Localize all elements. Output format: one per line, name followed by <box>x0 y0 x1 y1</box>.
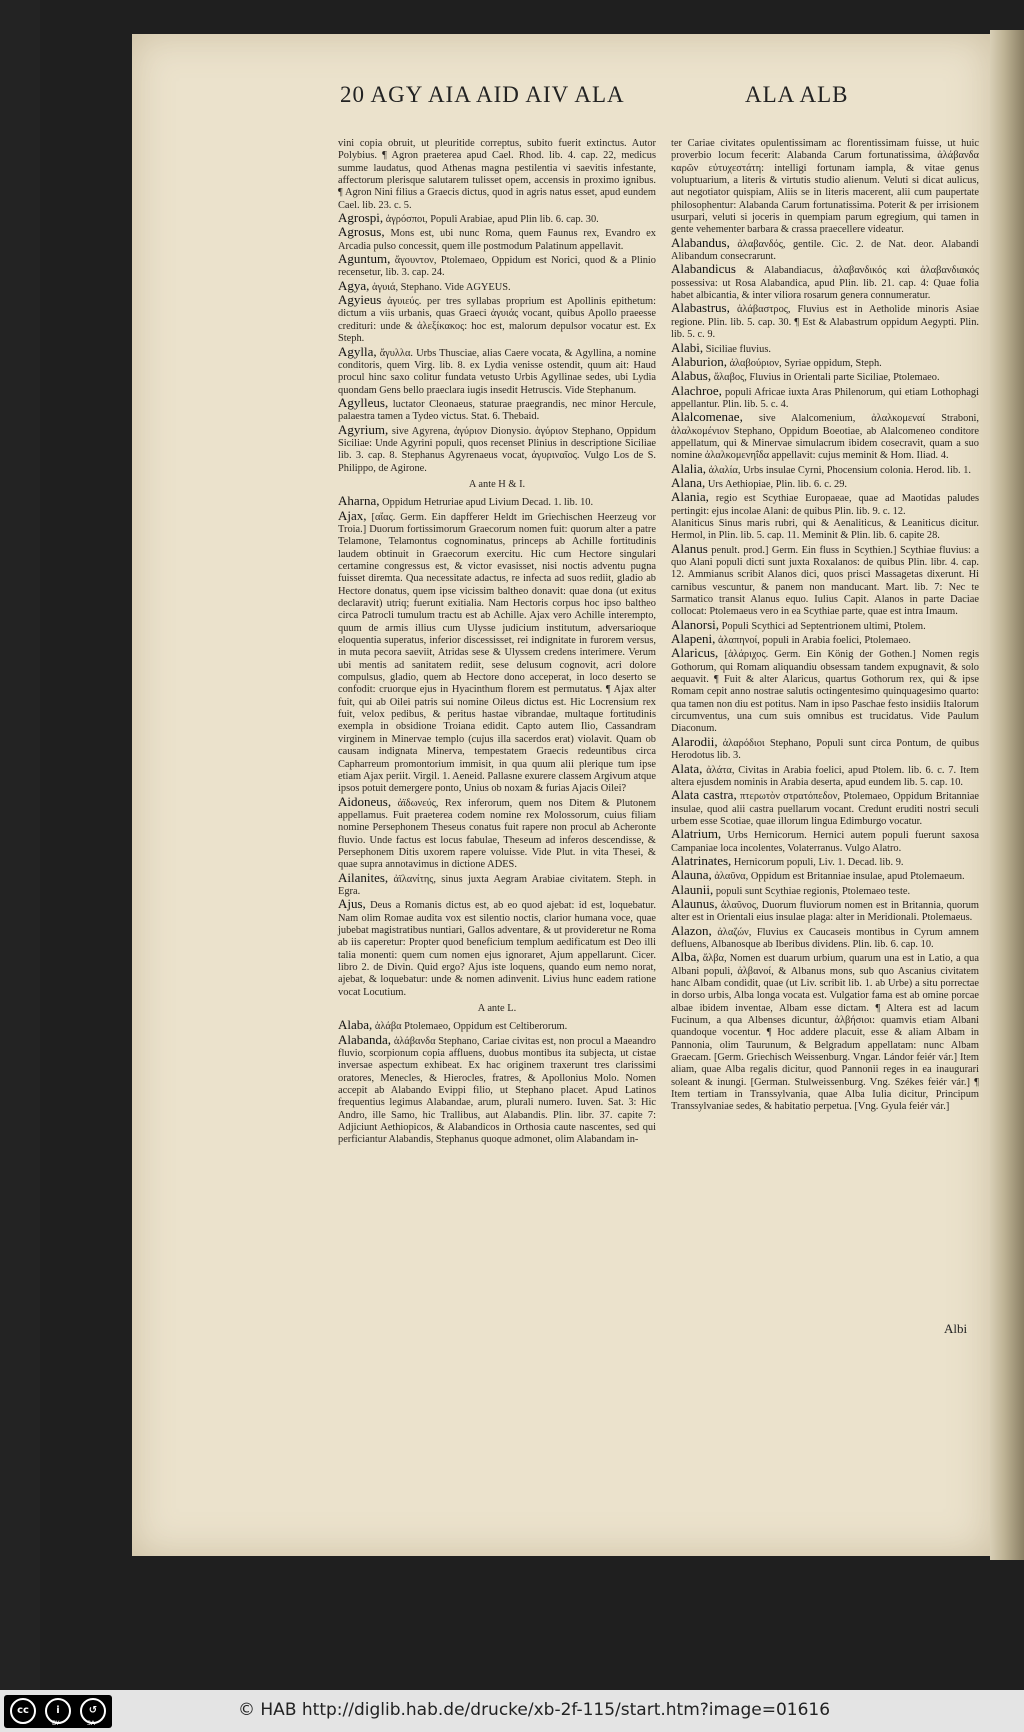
dictionary-entry <box>671 951 979 1113</box>
entry-text: ἀλαζών, Fluvius ex Caucaseis montibus in Cyrum amnem defluens, Albanosque ab Iberibus dividens. Plin. lib. 6. cap. 10. <box>671 926 979 950</box>
next-page-edge <box>990 30 1024 1560</box>
dictionary-entry <box>338 869 656 899</box>
entry-text: ἀλαβούριον, Syriae oppidum, Steph. <box>729 357 882 369</box>
headword: Alalcomenae, <box>671 409 743 425</box>
cc-icon: cc <box>10 1698 36 1724</box>
running-head-left: 20 AGY AIA AID AIV ALA <box>340 82 625 107</box>
headword: Alabanda, <box>338 1031 392 1047</box>
dictionary-entry <box>338 294 656 345</box>
headword: Alabi, <box>671 339 704 355</box>
entry-text: ἄγουντον, Ptolemaeo, Oppidum est Norici, quod & a Plinio recensetur, lib. 3. cap. 24. <box>338 255 656 279</box>
entry-text: ἀγυιά, Stephano. Vide AGYEUS. <box>372 281 511 293</box>
headword: Alaricus, <box>671 645 719 661</box>
dictionary-entry <box>671 234 979 264</box>
dictionary-entry <box>338 495 656 509</box>
entry-text: ἀϊλανίτης, sinus juxta Aegram Arabiae civitatem. Steph. in Egra. <box>338 873 656 897</box>
entry-text: Oppidum Hetruriae apud Livium Decad. 1. lib. 10. <box>382 497 594 509</box>
dictionary-entry <box>338 507 656 796</box>
entry-text: vini copia obruit, ut pleuritide correptus, subito fuerit extinctus. Autor Polybius. ¶ Agron praeterea apud Cael. Rhod. lib. 4. cap. 22, medicus summe laudatus, quod Athenas magna pestilentia vi saevitis infestante, affectorum plerisque salutarem tulisset opem, accensis in proximo ignibus. ¶ Agron Nini filius a Graecis dictus, quod in agris natus esset, apud eundem Cael. lib. 23. c. 5. <box>338 138 656 211</box>
dictionary-entry <box>338 226 656 253</box>
entry-text: sive Agyrena, ἀγύριον Dionysio. ἀγύριον Stephano, Oppidum Siciliae: Unde Agyrini populi, quos recenset Plinius in descriptione Siciliae lib. 3. cap. 8. Stephanus Agyrenaeus vocat, ἀγυριναῖος. Vulgo Los de S. Philippo, de Agirone. <box>338 425 656 474</box>
sa-label: SA <box>87 1720 96 1727</box>
entry-text: regio est Scythiae Europaeae, quae ad Maotidas paludes pertingit: ejus incolae Alani: de quibus Plin. lib. 9. c. 12. <box>671 493 980 517</box>
dictionary-entry <box>338 793 656 872</box>
dictionary-entry <box>338 1031 656 1147</box>
dictionary-entry <box>671 647 979 735</box>
headword: Alauna, <box>671 867 712 883</box>
headword: Agya, <box>338 277 370 293</box>
entry-text: ἀλάβα Ptolemaeo, Oppidum est Celtiberorum. <box>374 1021 568 1033</box>
entry-text: ἀϊδωνεύς, Rex inferorum, quem nos Ditem & Plutonem appellamus. Fuit praeterea codem nomine rex Molossorum, cuius filiam nomine Persephonem Theseus conatus fuit rapere non procul ab Acheronte fluvio. Unde factus est locus fabulae, Theseum ad inferos descendisse, & Persephonem Ditis uxorem rapere voluisse. Vide Plut. in vita Thesei, & quae supra annotavimus in dictione ADES. <box>338 797 656 871</box>
entry-text: Hernicorum populi, Liv. 1. Decad. lib. 9. <box>733 856 904 868</box>
cc-license-badge[interactable] <box>4 1695 112 1728</box>
dictionary-entry <box>671 869 979 883</box>
entry-text: ἄλαβος, Fluvius in Orientali parte Siciliae, Ptolemaeo. <box>713 372 940 384</box>
entry-text: sive Alalcomenium, ἀλαλκομεναί Straboni, ἀλαλκομένιον Stephano, Oppidum Boeotiae, ab Alalcomeneo conditore appellatum, qui & Minervae simulacrum ibidem cosecravit, quam a suo nomine ἀλαλκομενηΐδα appellavit: cujus meminit & Hom. Iliad. 4. <box>671 413 979 462</box>
dictionary-entry <box>671 852 979 869</box>
dictionary-entry <box>671 460 979 477</box>
catchword: Albi <box>944 1321 968 1336</box>
entry-text: ἀλάτα, Civitas in Arabia foelici, apud Ptolem. lib. 6. c. 7. Item altera ejusdem nominis in Arabia deserta, apud eundem lib. 5. cap. 10. <box>671 764 979 788</box>
entry-text: & Alabandiacus, ἀλαβανδικός καὶ ἀλαβανδιακός possessiva: ut Rosa Alabandica, apud Plin. lib. 21. cap. 4: Quae folia habet albicantia, & inter viliora rosarum genera connumeratur. <box>671 265 979 302</box>
dictionary-entry <box>671 828 979 855</box>
dictionary-entry <box>671 760 979 790</box>
footer-bar <box>0 1690 1024 1732</box>
by-label: BY <box>52 1720 60 1727</box>
entry-text: Urs Aethiopiae, Plin. lib. 6. c. 29. <box>707 478 848 490</box>
entry-text: ἀλαβανδός, gentile. Cic. 2. de Nat. deor. Alabandi Alibandum consecrarunt. <box>671 238 979 263</box>
dictionary-entry <box>671 138 979 237</box>
dictionary-entry <box>338 277 656 294</box>
dictionary-entry <box>671 789 979 828</box>
dictionary-entry <box>338 421 656 475</box>
dictionary-entry <box>338 394 656 424</box>
entry-text: ἀλαῦνος, Duorum fluviorum nomen est in Britannia, quorum alter est in Orientali eius insulae plaga: alter in Meridionali. Ptolemaeus. <box>671 899 979 924</box>
entry-text: populi sunt Scythiae regionis, Ptolemaeo teste. <box>715 885 911 897</box>
headword: Alanus <box>671 540 708 556</box>
dictionary-entry <box>671 922 979 952</box>
headword: Aidoneus, <box>338 793 392 809</box>
headword: Ajus, <box>338 896 366 912</box>
headword: Agylleus, <box>338 394 389 410</box>
entry-text: ἀγυιεύς. per tres syllabas proprium est Apollinis epithetum: dictum a viis urbanis, quas Graeci ἀγυιάς vocant, quibus Apollo praeesse credituri: unde & ἀλεξίκακος: hoc est, malorum depulsor vocatur est. Ex Steph. <box>338 296 656 345</box>
headword: Alba, <box>671 949 700 965</box>
dictionary-entry <box>671 616 979 633</box>
entry-text: penult. prod.] Germ. Ein fluss in Scythien.] Scythiae fluvius: a quo Alani populi dicti sunt juxta Roxalanos: de quibus Plin. libr. 4. cap. 12. Ammianus scribit Alanos dici, quos prisci Massagetas dixerunt. Hi carnibus vescuntur, & panem non manducant. Mart. lib. 7: Nec te Sarmatico transit Alanus equo. Iulius Capit. Alanos in parte Daciae collocat: Ptolemaeus vero in ea Scythiae parte, quae est intra Imaum. <box>671 544 979 618</box>
dictionary-entry <box>671 411 979 462</box>
headword: Ajax, <box>338 507 367 523</box>
dictionary-entry <box>671 518 979 543</box>
headword: Alaunii, <box>671 881 714 897</box>
dictionary-entry <box>671 474 979 491</box>
dictionary-entry <box>338 138 656 212</box>
running-head-right: ALA ALB <box>745 82 849 107</box>
headword: Alatrinates, <box>671 852 732 868</box>
entry-text: Mons est, ubi nunc Roma, quem Faunus rex, Evandro ex Arcadia pulso concessit, quem ille postmodum Palatinum appellavit. <box>338 228 656 252</box>
section-heading: A ante L. <box>477 1003 517 1015</box>
headword: Alabastrus, <box>671 300 730 316</box>
headword: Alabus, <box>671 368 712 384</box>
scan-background <box>0 0 40 1690</box>
share-alike-icon: ↺ <box>80 1698 106 1724</box>
dictionary-entry <box>671 540 979 619</box>
credit-text: © HAB http://diglib.hab.de/drucke/xb-2f-115/start.htm?image=01616 <box>238 1700 831 1720</box>
dictionary-entry <box>338 212 656 226</box>
entry-text: Deus a Romanis dictus est, ab eo quod ajebat: id est, loquebatur. Nam olim Romae audita vox est silentio noctis, clarior humana voce, quae jubebat magistratibus nuntiari, Gallos adventare, & ut provideretur ne Roma ab iis caperetur: Propter quod beneficium templum aedificatum est Deo illi talia monenti: quem cum nomen ejus ignoraret, Ajum appellarunt. Cicer. libro 2. de Divin. Quid ergo? Ajus iste loquens, quando eum nemo norat, ajebat, & loquebatur: unde & nomen adinvenit. Livius hunc eadem ratione vocat Locutium. <box>338 900 656 998</box>
entry-text: Urbs Hernicorum. Hernici autem populi fuerunt saxosa Campaniae loca incolentes, Volaterranus. Vulgo Alatro. <box>671 830 979 854</box>
headword: Alatrium, <box>671 826 722 842</box>
headword: Aharna, <box>338 493 380 509</box>
headword: Agrosus, <box>338 224 385 240</box>
headword: Alalia, <box>671 460 707 476</box>
headword: Alabandus, <box>671 234 730 250</box>
headword: Alanorsi, <box>671 616 720 632</box>
dictionary-entry <box>671 263 979 302</box>
headword: Alapeni, <box>671 631 716 647</box>
dictionary-entry <box>671 302 979 341</box>
headword: Alarodii, <box>671 733 718 749</box>
attribution-icon: i <box>45 1698 71 1724</box>
headword: Ailanites, <box>338 869 389 885</box>
dictionary-entry <box>671 733 979 763</box>
dictionary-entry <box>671 895 979 925</box>
headword: Agylla, <box>338 343 377 359</box>
dictionary-entry <box>671 353 979 370</box>
headword: Alania, <box>671 489 709 505</box>
entry-text: [αἴας. Germ. Ein dapfferer Heldt im Griechischen Heerzeug vor Troia.] Duorum fortissimorum Graecorum nomen fuit: quorum alter a patre Telamone, Telamontus cognominatus, princeps ab Achille fortitudinis laudem obtinuit in Graecorum exercitu. Hic cum Hectore singulari certamine congressus est, & victor evasisset, nisi noctis adventu pugna fuisset diremta. Qua necessitate adactus, re infecta ad suos rediit, gladio ab Hectore donatus, quem ipse vicissim baltheo donavit: quae dona (ut exitus declaravit) utriq; fuerunt exitialia. Nam Hectoris corpus hoc ipso baltheo circa Patrocli tumulum tractu est ab Achille. Ajax vero Achille interempto, quum de armis illius cum Ulysse judicium institutum, adversarioque eloquentia superatus, inferior discessisset, rei indignitate in furorem versus, in muta pecora saeviit, Atridas sese & Ulyssem credens interimere. Verum ubi mentis ad sanitatem rediit, sese delusum cognovit, acri dolore compulsus, gladio, quem ab Hectore dono acceperat, in loco deserto se confodit: cruorque ejus in Hyacinthum florem est permutatus. ¶ Ajax alter fuit, qui ab Oilei patris sui nomine Oileus dictus est. Hic Locrensium rex fuit, velox pedibus, & peritus hastae vibrandae, multaque fortitudinis exempla in obsidione Troiana edidit. Capto autem Ilio, Cassandram virginem in Minervae templo (cujus illa sacerdos erat) violavit. Quam ob causam indignata Minerva, tempestatem Graecis redeuntibus circa Capharreum promontorium immisit, in qua quum alii plerique tum ipse etiam Ajax periit. Virgil. 1. Aeneid. Pallasne exurere classem Argivum atque ipsos potuit demergere ponto, Unius ob noxam & furias Ajacis Oilei? <box>338 511 656 795</box>
entry-text: ἀγρόσποι, Populi Arabiae, apud Plin lib. 6. cap. 30. <box>385 214 599 226</box>
entry-text: ἀλαλία, Urbs insulae Cyrni, Phocensium colonia. Herod. lib. 1. <box>708 464 972 476</box>
dictionary-entry <box>671 382 979 412</box>
entry-text: ter Cariae civitates opulentissimam ac florentissimam fuisse, ut huic proverbio locum fecerit: Alabanda Carum fortunatissima, ἀλάβανδα καρῶν εὐτυχεστάτη: intelligi fortunam iampla, & vitae genus voluptuarium, a literis & virtutis studio alienum. Veluti si dicat aulicus, aut negotiator quispiam, Aliis se in literis macerent, alii cum paupertate philosophentur: Alabanda Carum fortunatissima. Poterit & per irrisionem usurpari, veluti si joceris in quempiam parum egregium, qui tamen in gente vehementer barbara & crassa praecellere videatur. <box>671 138 979 236</box>
entry-text: luctator Cleonaeus, staturae praegrandis, nec minor Hercule, palaestra tamen a Tydeo victus. Stat. 6. Thebaid. <box>338 398 656 423</box>
entry-text: πτερωτὸν στρατόπεδον, Ptolemaeo, Oppidum Britanniae insulae, quod alii castra puellarum vocant. Credunt eruditi nostri seculi urbem esse Scotiae, quae illorum lingua Edimburgo vocatur. <box>671 791 979 827</box>
headword: Alana, <box>671 474 706 490</box>
headword: Alaunus, <box>671 895 718 911</box>
headword: Alaba, <box>338 1017 373 1033</box>
entry-text: populi Africae iuxta Aras Philenorum, qui etiam Lothophagi appellantur. Plin. lib. 5. c. 4. <box>671 386 979 410</box>
headword: Alata, <box>671 760 703 776</box>
headword: Alazon, <box>671 922 712 938</box>
headword: Alata castra, <box>671 787 737 803</box>
dictionary-entry <box>338 343 656 397</box>
headword: Agyrium, <box>338 421 389 437</box>
dictionary-column-right <box>671 138 979 1114</box>
entry-text: ἄγυλλα. Urbs Thusciae, alias Caere vocata, & Agyllina, a nomine conditoris, quem Virg. lib. 8. ex Lydia venisse ostendit, quum ait: Haud procul hinc saxo colitur fundata vetusto Urbis Agyllinae sedes, ubi Lydia quondam Gens bello praeclara iugis insedit Hetruscis. Vide Stephanum. <box>338 347 656 396</box>
entry-text: ἀλαῦνα, Oppidum est Britanniae insulae, apud Ptolemaeum. <box>714 871 965 883</box>
headword: Agrospi, <box>338 210 384 226</box>
headword: Alabandicus <box>671 261 736 277</box>
headword: Alaburion, <box>671 353 727 369</box>
entry-text: ἀλαπηνοί, populi in Arabia foelici, Ptolemaeo. <box>718 635 911 647</box>
entry-text: ἀλάβανδα Stephano, Cariae civitas est, non procul a Maeandro fluvio, scorpionum copia affluens, duobus montibus ita subjecta, ut cistae inversae aspectum exhibeat. Ex hac originem traxerunt tres clarissimi oratores, Menecles, & Hierocles, fratres, & Apollonius Molo. Nomen accepit ab Alabando Evippi filio, ut Stephano placet. Apud Latinos frequentius legimus Alabandae, arum, plurali numero. Iuven. Sat. 3: Hic Andro, ille Samo, hic Trallibus, aut Alabandis. Plin. libr. 37. capite 7: Adjiciunt Aethiopicos, & Alabandicos in Orthosia caute nascentes, sed qui perficiantur Alabandis, Stephanus quoque admonet, olim Alabandam in- <box>338 1035 656 1146</box>
dictionary-entry <box>671 491 979 518</box>
entry-text: Populi Scythici ad Septentrionem ultimi, Ptolem. <box>721 620 926 632</box>
dictionary-column-left <box>338 138 656 1147</box>
dictionary-entry <box>338 253 656 280</box>
dictionary-entry <box>338 898 656 999</box>
entry-text: ἄλβα, Nomen est duarum urbium, quarum una est in Latio, a qua Albani populi, ἀλβανοί, & Albanus mons, sub quo Ascanius civitatem hanc Albam condidit, quae (ut Liv. scribit lib. 1. ab Urbe) a situ porrectae in dorso urbis, Alba longa vocata est. Vulgatior fama est ab omine porcae albae ibidem inventae, Albam esse dictam. ¶ Altera est ad lacum Fucinum, a qua Albenses dicuntur, ἀλβήσιοι: quamvis etiam Albani quandoque vocentur. ¶ Hoc addere placuit, esse & aliam Albam in Pannonia, olim Taurunum, & Belgradum appellatam: nunc Albam Graecam. [Germ. Griechisch Weissenburg. Vngar. Lándor feiér vár.] Item aliam, quae Alba regalis dicitur, quod Pannonii reges in ea inaugurari soleant & inungi. [German. Stulweissenburg. Vng. Székes feiér vár.] ¶ Item tertiam in Transsylvania, quae Alba Iulia dicitur, Principum Transsylvaniae sedes, & habitatio perpetua. [Vng. Gyula feiér vár.] <box>671 953 979 1113</box>
entry-text: ἀλάβαστρος, Fluvius est in Aetholide minoris Asiae regione. Plin. lib. 5. cap. 30. ¶ Est & Alabastrum oppidum Aegypti. Plin. lib. 5. c. 9. <box>671 304 979 341</box>
entry-text: Siciliae fluvius. <box>705 343 771 355</box>
entry-text: Alaniticus Sinus maris rubri, qui & Aenaliticus, & Leaniticus dicitur. Hermol, in Plin. lib. 5. cap. 11. Meminit & Plin. lib. 6. capite 28. <box>671 517 979 542</box>
section-heading: A ante H & I. <box>468 478 526 490</box>
entry-text: [ἀλάριχος. Germ. Ein König der Gothen.] Nomen regis Gothorum, qui Romam aliquandiu obsessam tandem expugnavit, & solo aequavit. ¶ Fuit & alter Alaricus, quartus Gothorum rex, qui & ipse Romam cepit anno nostrae salutis octingentesimo quinquagesimo quarto: qua tamen non diu est potitus. Nam in ipso Paschae festo insidiis Italorum circumventus, una cum suis omnibus est trucidatus. Vide Paulum Diaconum. <box>671 649 979 735</box>
headword: Agyieus <box>338 292 382 308</box>
entry-text: ἀλαρόδιοι Stephano, Populi sunt circa Pontum, de quibus Herodotus lib. 3. <box>671 737 979 762</box>
headword: Alachroe, <box>671 382 722 398</box>
headword: Aguntum, <box>338 251 391 267</box>
